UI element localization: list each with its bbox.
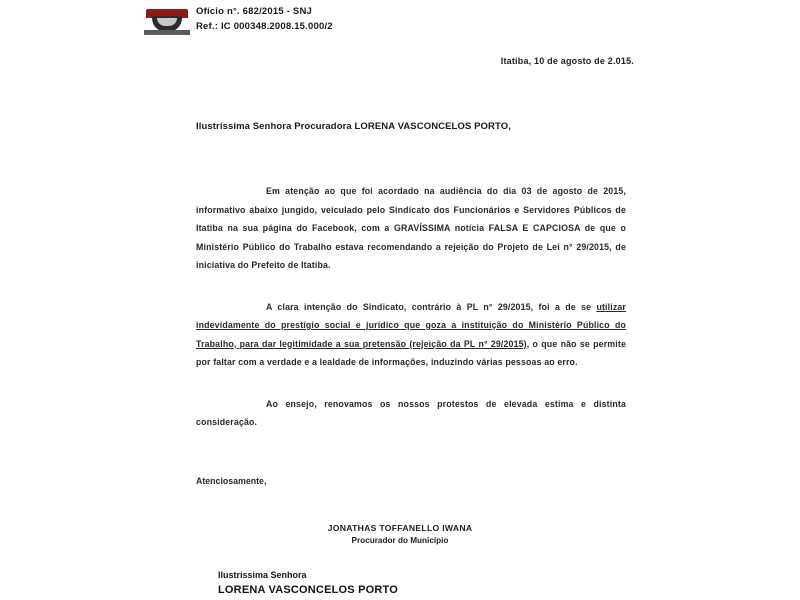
footer-address-line2: LORENA VASCONCELOS PORTO: [218, 584, 398, 596]
footer-address: [218, 570, 618, 596]
oficio-reference: Ref.: IC 000348.2008.15.000/2: [196, 21, 333, 32]
footer-address-line1: Ilustríssima Senhora: [218, 570, 307, 580]
page-right-margin: [660, 0, 800, 600]
paragraph-2: [196, 298, 626, 372]
paragraph-2-tail: , o que não se permite por faltar com a verdade e a lealdade de informações, induzindo várias pessoas ao erro.: [196, 338, 626, 367]
paragraph-1: Em atenção ao que foi acordado na audiência do dia 03 de agosto de 2015, informativo abaixo jungido, veiculado pelo Sindicato dos Funcionários e Servidores Públicos de Itatiba na sua página do Facebook, com a GRAVÍSSIMA notícia FALSA E CAPCIOSA de que o Ministério Público do Trabalho estava recomendando a rejeição do Projeto de Lei n° 29/2015, de iniciativa do Prefeito de Itatiba.: [196, 186, 626, 270]
letter-body: [196, 182, 626, 458]
addressee: Ilustríssima Senhora Procuradora LORENA VASCONCELOS PORTO,: [196, 121, 511, 132]
paragraph-2-lead: A clara intenção do Sindicato, contrário à PL n° 29/2015, foi a de se: [266, 301, 597, 312]
signature-block: [140, 523, 660, 545]
letter-sheet: [140, 0, 660, 600]
paragraph-3: Ao ensejo, renovamos os nossos protestos de elevada estima e distinta consideração.: [196, 398, 626, 427]
municipal-coat-of-arms-icon: [144, 6, 190, 36]
letterhead: [140, 4, 660, 48]
signatory-name: JONATHAS TOFFANELLO IWANA: [327, 523, 473, 533]
dateline: Itatiba, 10 de agosto de 2.015.: [500, 56, 634, 66]
oficio-number: Ofício n°. 682/2015 - SNJ: [196, 6, 312, 17]
highlighted-clause: utilizar indevidamente do prestígio social e jurídico que goza a instituição do Ministério Público do Trabalho, para dar legitimidade a sua pretensão (rejeição da PL n° 29/2015): [196, 301, 626, 349]
signatory-role: Procurador do Município: [351, 536, 449, 545]
letterhead-reference-lines: [196, 4, 526, 34]
page-left-margin: [0, 0, 140, 600]
regards-line: Atenciosamente,: [196, 476, 267, 486]
